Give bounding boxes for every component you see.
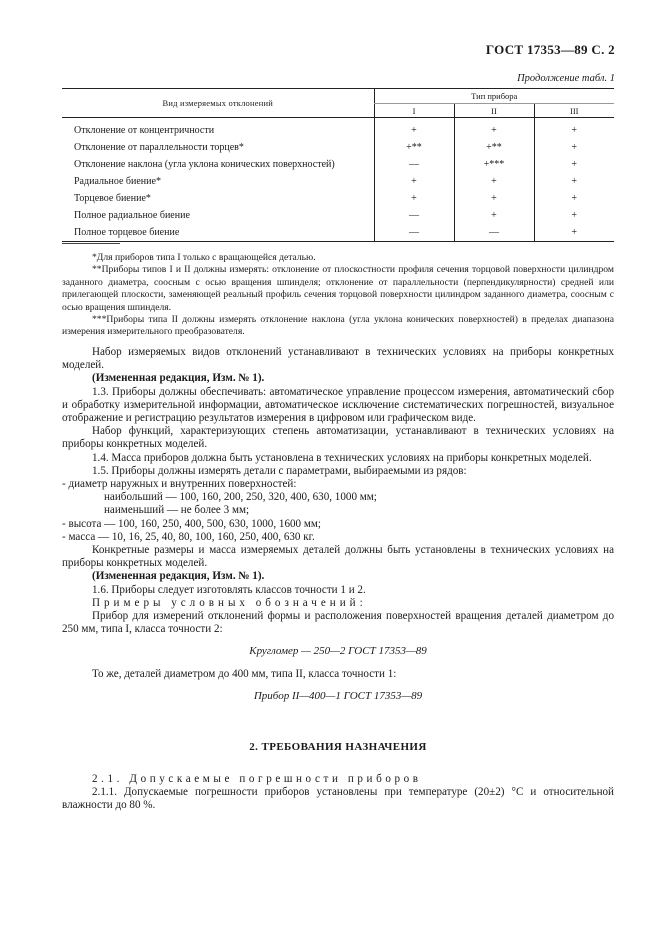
cell-type-3: + [534, 224, 614, 242]
list-item: - диаметр наружных и внутренних поверхностей: [62, 478, 297, 491]
table-continuation-label: Продолжение табл. 1 [517, 73, 615, 84]
row-label: Полное радиальное биение [74, 210, 190, 221]
type-header-2: II [454, 104, 534, 118]
cell-type-2: + [454, 190, 534, 207]
examples-heading: Примеры условных обозначений: [92, 596, 367, 609]
row-label: Полное торцевое биение [62, 224, 374, 242]
table-row [62, 122, 614, 139]
cell-type-3: + [534, 139, 614, 156]
cell-type-3: + [534, 173, 614, 190]
paragraph-1-5: 1.5. Приборы должны измерять детали с параметрами, выбираемыми из рядов: [92, 464, 467, 477]
footnote-divider [62, 243, 120, 244]
cell-type-2: + [454, 173, 534, 190]
paragraph-2-1-1: 2.1.1. Допускаемые погрешности приборов установлены при температуре (20±2) °С и относительной влажности до 80 %. [62, 786, 614, 812]
designation-example-1: Кругломер — 250—2 ГОСТ 17353—89 [249, 645, 427, 658]
row-label: Радиальное биение* [74, 176, 161, 187]
table-row [62, 190, 614, 207]
cell-type-1: — [374, 207, 454, 224]
list-item: наибольший — 100, 160, 200, 250, 320, 400, 630, 1000 мм; [104, 491, 377, 504]
column-header-device-type: Тип прибора [374, 89, 614, 104]
cell-type-2: — [454, 224, 534, 242]
deviations-table [62, 88, 614, 242]
footnote-3: ***Приборы типа II должны измерять отклонение наклона (угла уклона конических поверхностей) в пределах диапазона измерения измерительного преобразователя. [62, 314, 614, 338]
list-item: - масса — 10, 16, 25, 40, 80, 100, 160, 250, 400, 630 кг. [62, 530, 315, 543]
type-header-1: I [374, 104, 454, 118]
column-header-deviation: Вид измеряемых отклонений [62, 89, 374, 118]
section-2-text [62, 773, 614, 813]
section-heading: 2. ТРЕБОВАНИЯ НАЗНАЧЕНИЯ [249, 741, 427, 753]
row-label: Отклонение от концентричности [74, 125, 215, 136]
type-header-3: III [534, 104, 614, 118]
table-row [62, 173, 614, 190]
row-label: Отклонение от параллельности торцев* [74, 142, 244, 153]
paragraph: Набор функций, характеризующих степень автоматизации, устанавливают в технических условиях на приборы конкретных моделей. [62, 425, 614, 451]
paragraph: Конкретные размеры и масса измеряемых деталей должны быть установлены в технических условиях на приборы конкретных моделей. [62, 544, 614, 570]
cell-type-2: + [454, 122, 534, 139]
cell-type-1: — [374, 224, 454, 242]
cell-type-3: + [534, 156, 614, 173]
cell-type-3: + [534, 122, 614, 139]
body-text [62, 346, 614, 703]
cell-type-3: + [534, 207, 614, 224]
footnote-1: *Для приборов типа I только с вращающейся деталью. [92, 252, 316, 263]
designation-example-2: Прибор II—400—1 ГОСТ 17353—89 [253, 689, 423, 702]
page-header: ГОСТ 17353—89 С. 2 [485, 42, 615, 57]
row-label: Торцевое биение* [74, 193, 151, 204]
amendment-note: (Измененная редакция, Изм. № 1). [92, 372, 265, 385]
row-label: Отклонение наклона (угла уклона конических поверхностей) [74, 159, 335, 170]
amendment-note: (Измененная редакция, Изм. № 1). [92, 570, 265, 583]
paragraph: Прибор для измерений отклонений формы и расположения поверхностей вращения деталей диаметром до 250 мм, типа I, класса точности 2: [62, 610, 614, 636]
footnote-2: **Приборы типов I и II должны измерять: отклонение от плоскостности профиля сечения торцовой поверхности цилиндром заданного диаметра, соосным с осью вращения шпинделя; отклонение от параллельности (перпендикулярности) средней или прилегающей плоскости, заменяющей реальный профиль сечения торцовой поверхности цилиндром заданного диаметра, соосным с осью вращения шпинделя. [62, 264, 614, 313]
paragraph-1-3: 1.3. Приборы должны обеспечивать: автоматическое управление процессом измерения, автоматический сбор и обработку измерительной информации, автоматическое исключение систематических погрешностей, визуальное отображение и регистрацию результатов измерения в цифровом или графическом виде. [62, 385, 614, 425]
table-row [62, 207, 614, 224]
cell-type-3: + [534, 190, 614, 207]
table-row [62, 156, 614, 173]
paragraph-2-1: 2.1. Допускаемые погрешности приборов [92, 773, 422, 785]
list-item: - высота — 100, 160, 250, 400, 500, 630, 1000, 1600 мм; [62, 517, 321, 530]
cell-type-1: + [374, 122, 454, 139]
table-row [62, 224, 614, 242]
paragraph-1-4: 1.4. Масса приборов должна быть установлена в технических условиях на приборы конкретных моделей. [92, 451, 592, 464]
cell-type-1: — [374, 156, 454, 173]
paragraph: Набор измеряемых видов отклонений устанавливают в технических условиях на приборы конкретных моделей. [62, 346, 614, 372]
cell-type-1: +** [374, 139, 454, 156]
list-item: наименьший — не более 3 мм; [104, 504, 250, 517]
paragraph: То же, деталей диаметром до 400 мм, типа II, класса точности 1: [92, 667, 397, 680]
cell-type-1: + [374, 190, 454, 207]
cell-type-1: + [374, 173, 454, 190]
paragraph-1-6: 1.6. Приборы следует изготовлять классов точности 1 и 2. [92, 583, 366, 596]
cell-type-2: + [454, 207, 534, 224]
footnotes [62, 252, 614, 339]
cell-type-2: +** [454, 139, 534, 156]
table-row [62, 139, 614, 156]
cell-type-2: +*** [454, 156, 534, 173]
